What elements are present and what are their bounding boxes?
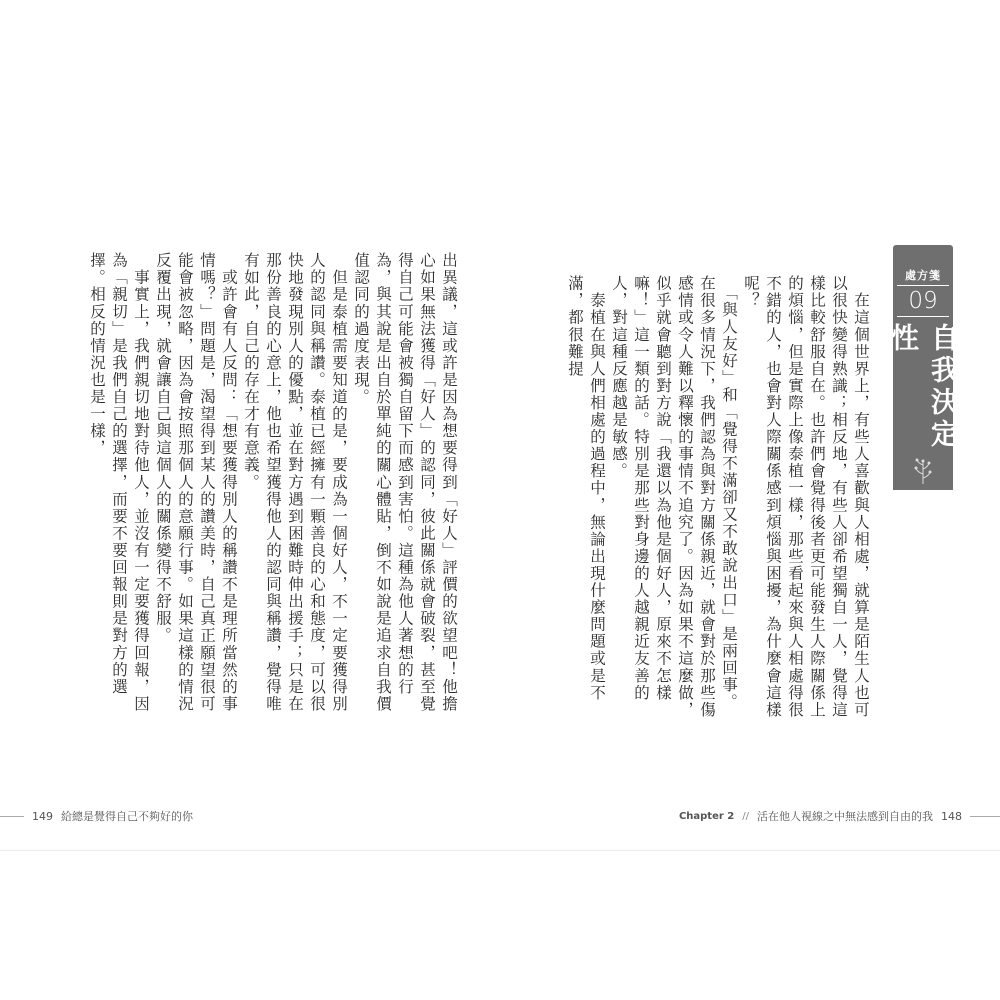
footer-separator: // <box>742 810 749 822</box>
chapter-section-badge <box>887 245 960 490</box>
plant-sprig-icon <box>913 457 933 485</box>
right-page-number: 148 <box>941 809 962 823</box>
left-page-body-text: 出異議，這或許是因為想要得到「好人」評價的欲望吧！他擔心如果無法獲得「好人」的認同，彼此關係就會破裂，甚至覺得自己可能會被獨自留下而感到害怕。這種為他人著想的行為，與其說是出自於單純的關心體貼，倒不如說是追求自我價值認同的過度表現。 但是泰植需要知道的是，要成為一個好人，不一定要獲得別人的認同與稱讚。泰植已經擁有一顆善良的心和態度，可以很快地發現別人的優點，並在對方遇到困難時伸出援手；只是在那份善良的心意上，他也希望獲得他人的認同與稱讚，覺得唯有如此，自己的存在才有意義。 或許會有人反問：「想要獲得別人的稱讚不是理所當然的事情嗎？」問題是，渴望得到某人的讚美時，自己真正願望很可能會被忽略，因為會按照那個人的意願行事。如果這樣的情況反覆出現，就會讓自己與這個人的關係變得不舒服。 事實上，我們親切地對待他人，並沒有一定要獲得回報，因為「親切」是我們自己的選擇，而要不要回報則是對方的選擇。相反的情況也是一樣， <box>88 252 458 713</box>
badge-number: 09 <box>897 285 949 317</box>
footer-rule <box>0 816 24 817</box>
right-page-footer <box>679 808 1000 824</box>
left-page-number: 149 <box>32 809 53 823</box>
badge-title: 自我決定性 <box>887 323 960 451</box>
badge-label: 處方箋 <box>905 269 941 282</box>
left-page-footer <box>0 808 193 824</box>
right-page-body-text: 在這個世界上，有些人喜歡與人相處，就算是陌生人也可以很快變得熟識；相反地，有些人卻希望獨自一人，覺得這樣比較舒服自在。也許們會覺得後者更可能發生人際關係上的煩惱，但是實際上像泰植一樣，那些看起來與人相處得很不錯的人，也會對人際關係感到煩惱與困擾，為什麼會這樣呢？ 「與人友好」和「覺得不滿卻又不敢說出口」是兩回事。在很多情況下，我們認為與對方關係親近，就會對於那些傷感情或令人難以釋懷的事情不追究了。因為如果不這麼做，似乎就會聽到對方說「我還以為他是個好人，原來不怎樣嘛！」這一類的話。特別是那些對身邊的人越親近友善的人，對這種反應越是敏感。 泰植在與人們相處的過程中，無論出現什麼問題或是不滿，都很難提 <box>566 275 870 719</box>
page-top-margin <box>0 0 1000 150</box>
footer-rule <box>970 816 1000 817</box>
chapter-label: Chapter 2 <box>678 810 735 822</box>
book-title-running-head: 給總是覺得自己不夠好的你 <box>61 810 193 823</box>
chapter-title-running-head: 活在他人視線之中無法感到自由的我 <box>757 810 933 823</box>
